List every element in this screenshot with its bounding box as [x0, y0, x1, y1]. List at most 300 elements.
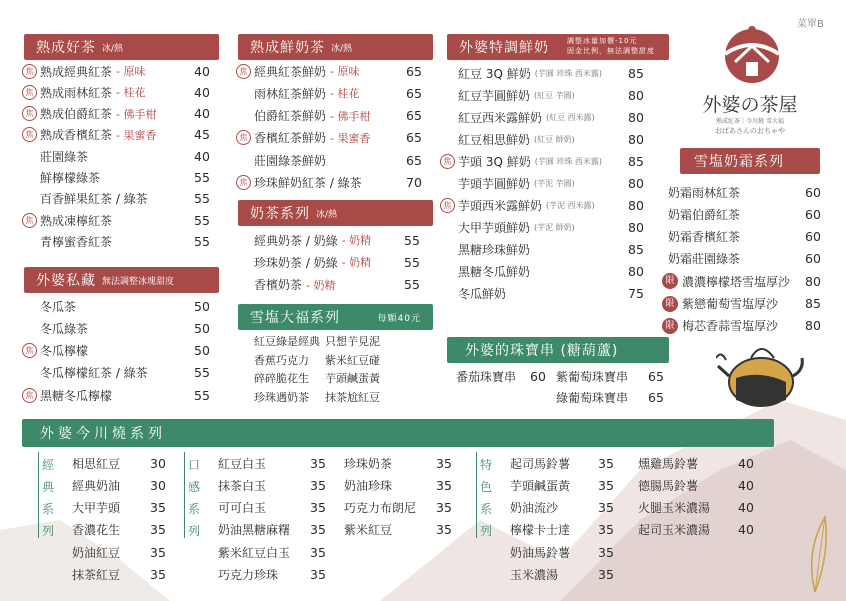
item-name: 紫葡萄珠寶串	[556, 369, 629, 384]
item-price: 80	[805, 318, 821, 334]
item-name: 奶霜莊園綠茶	[668, 252, 741, 267]
item-name: 熟成經典紅茶	[40, 64, 113, 79]
item-price: 55	[194, 212, 210, 228]
item-price: 85	[805, 296, 821, 311]
item-name: 百香鮮果紅茶 / 綠茶	[40, 192, 148, 207]
item-name: 熟成雨林紅茶	[40, 85, 113, 100]
hot-tag-icon: 焦	[22, 213, 37, 228]
hot-tag-icon: 焦	[22, 127, 37, 142]
section-note-sweet: 固金比例，無法調整甜度	[567, 47, 655, 55]
menu-item	[440, 151, 644, 171]
item-price: 65	[406, 63, 422, 79]
series-label: 系	[187, 502, 200, 516]
item-price: 55	[404, 254, 420, 270]
menu-item	[440, 85, 644, 105]
menu-item	[440, 283, 644, 303]
item-price: 65	[648, 368, 664, 384]
section-subtitle: 冰/熱	[331, 43, 353, 54]
menu-item	[510, 542, 614, 562]
menu-item	[236, 106, 422, 126]
menu-item	[662, 204, 821, 224]
menu-item	[254, 230, 420, 250]
menu-item	[22, 104, 210, 124]
menu-item	[440, 173, 644, 193]
item-price: 40	[738, 522, 754, 538]
item-price: 60	[805, 206, 821, 222]
menu-item	[344, 520, 452, 540]
menu-item	[556, 366, 664, 386]
series-label: 列	[479, 524, 492, 538]
item-price: 65	[648, 389, 664, 405]
menu-item	[236, 173, 422, 193]
item-price: 55	[194, 233, 210, 249]
menu-item	[510, 520, 614, 540]
item-note: (紅豆 鮮奶)	[534, 134, 575, 144]
section-title: 外婆今川燒系列	[40, 426, 166, 442]
item-name: 玉米濃湯	[510, 568, 559, 582]
item-price: 80	[628, 87, 644, 103]
item-name: 大甲芋頭	[72, 501, 121, 516]
item-price: 35	[598, 544, 614, 560]
menu-item	[510, 498, 614, 518]
section-subtitle: 冰/熱	[316, 209, 338, 220]
menu-item	[22, 296, 210, 316]
section-subtitle: 每顆40元	[377, 313, 421, 324]
item-name: 紫米紅豆	[344, 523, 393, 538]
item-note: (芋圓 珍珠 西米露)	[534, 68, 603, 78]
series-label: 經	[41, 458, 54, 472]
limited-tag-icon: 限	[662, 273, 678, 289]
menu-item	[236, 128, 422, 148]
daifuku-item: 珍珠遇奶茶	[254, 391, 309, 405]
limited-tag-icon: 限	[662, 318, 678, 334]
item-name: 奶霜雨林紅茶	[668, 185, 741, 200]
item-price: 35	[310, 544, 326, 560]
item-flavor: - 佛手柑	[116, 107, 157, 121]
item-price: 35	[436, 500, 452, 516]
item-name: 可可白玉	[218, 501, 267, 516]
item-name: 燻雞馬鈴薯	[638, 456, 699, 471]
section-title: 雪塩大福系列	[250, 310, 340, 326]
menu-item	[218, 565, 326, 585]
menu-item	[22, 385, 210, 405]
item-name: 起司馬鈴薯	[510, 456, 571, 471]
leaf-decoration-icon	[795, 512, 835, 592]
item-name: 芋頭西米露鮮奶	[458, 198, 543, 213]
series-label: 系	[479, 502, 492, 516]
item-price: 65	[406, 130, 422, 146]
menu-item	[218, 542, 326, 562]
menu-item	[440, 195, 644, 215]
item-price: 60	[805, 184, 821, 200]
hot-tag-icon: 焦	[236, 175, 251, 190]
item-price: 60	[530, 368, 546, 384]
item-price: 80	[628, 263, 644, 279]
section-header-special-fresh-milk	[447, 34, 669, 60]
section-header-grandma-private	[24, 267, 219, 293]
hot-tag-icon: 焦	[22, 388, 37, 403]
item-price: 55	[404, 232, 420, 248]
item-name: 德腸馬鈴薯	[638, 478, 699, 493]
daifuku-item: 碎碎脆花生	[254, 372, 309, 386]
hot-tag-icon: 焦	[22, 64, 37, 79]
section-title: 外婆特調鮮奶	[459, 40, 549, 56]
item-flavor: - 果蜜香	[330, 131, 371, 145]
item-price: 50	[194, 343, 210, 359]
teapot-icon	[716, 340, 806, 410]
menu-item	[22, 231, 210, 251]
item-name: 紅豆相思鮮奶	[458, 132, 531, 147]
item-note: (紅豆 芋圓)	[534, 90, 575, 100]
menu-item	[440, 217, 644, 237]
menu-item	[510, 565, 614, 585]
item-price: 40	[194, 106, 210, 122]
section-header-imagawa	[22, 419, 774, 447]
item-name: 珍珠奶茶	[344, 456, 393, 471]
item-name: 紫米紅豆白玉	[218, 545, 291, 560]
series-label: 感	[187, 480, 200, 494]
item-name: 珍珠奶茶 / 奶綠	[254, 255, 338, 270]
menu-item	[344, 475, 452, 495]
brand-name: 外婆の茶屋	[702, 94, 798, 116]
item-name: 黑糖冬瓜鮮奶	[458, 264, 531, 279]
item-flavor: - 果蜜香	[116, 128, 157, 142]
item-price: 35	[310, 500, 326, 516]
item-price: 80	[628, 175, 644, 191]
hot-tag-icon: 焦	[236, 130, 251, 145]
item-name: 鮮檸檬綠茶	[40, 171, 101, 185]
item-name: 冬瓜檸檬紅茶 / 綠茶	[40, 366, 148, 381]
menu-item	[662, 182, 821, 202]
item-price: 80	[628, 109, 644, 125]
section-subtitle: 冰/熱	[102, 43, 124, 54]
item-flavor: - 佛手柑	[330, 109, 371, 123]
menu-item	[218, 475, 326, 495]
brand-logo	[690, 24, 800, 134]
menu-item	[22, 363, 210, 383]
item-name: 濃濃檸檬塔雪塩厚沙	[682, 274, 791, 289]
item-price: 55	[404, 277, 420, 293]
item-name: 冬瓜茶	[40, 299, 77, 314]
item-name: 經典紅茶鮮奶	[254, 64, 327, 79]
menu-item	[22, 318, 210, 338]
item-price: 80	[628, 131, 644, 147]
item-name: 番茄珠寶串	[456, 369, 517, 384]
item-flavor: - 奶精	[341, 234, 372, 247]
item-price: 40	[194, 84, 210, 100]
item-price: 50	[194, 320, 210, 336]
item-price: 80	[628, 219, 644, 235]
item-price: 40	[194, 148, 210, 164]
item-name: 綠葡萄珠寶串	[556, 390, 629, 405]
menu-item	[510, 453, 614, 473]
item-name: 紅豆白玉	[218, 456, 267, 471]
item-price: 40	[738, 455, 754, 471]
series-divider	[476, 452, 477, 538]
item-flavor: - 奶精	[306, 278, 336, 292]
item-name: 紅豆芋圓鮮奶	[458, 88, 531, 103]
menu-item	[218, 453, 326, 473]
teahouse-logo-icon	[717, 24, 787, 84]
item-note: (芋泥 西米露)	[546, 200, 595, 210]
section-title: 熟成鮮奶茶	[250, 40, 325, 56]
item-price: 35	[310, 455, 326, 471]
menu-item	[218, 498, 326, 518]
item-name: 抹茶紅豆	[72, 568, 121, 582]
daifuku-item: 芋頭鹹蛋黃	[325, 372, 380, 386]
item-name: 莊園綠茶鮮奶	[254, 153, 327, 168]
item-flavor: - 桂花	[116, 86, 146, 100]
item-name: 莊園綠茶	[40, 149, 89, 164]
menu-item	[638, 498, 754, 518]
item-price: 60	[805, 229, 821, 245]
menu-item	[22, 125, 210, 145]
item-price: 35	[598, 477, 614, 493]
item-name: 芋頭鹹蛋黃	[510, 478, 571, 493]
menu-item	[662, 227, 821, 247]
item-price: 60	[805, 251, 821, 267]
series-label: 列	[187, 524, 200, 538]
section-header-snow-cream	[680, 148, 820, 174]
section-title: 熟成好茶	[36, 40, 96, 56]
item-name: 經典奶茶 / 奶綠	[254, 233, 338, 248]
item-price: 35	[436, 522, 452, 538]
section-note-ice: 調整冰量加價-10元	[567, 37, 638, 45]
daifuku-item: 紅豆綠是經典	[254, 335, 320, 348]
item-price: 30	[150, 477, 166, 493]
menu-item	[236, 150, 422, 170]
item-price: 35	[436, 455, 452, 471]
menu-item	[22, 82, 210, 102]
series-label: 特	[479, 458, 492, 472]
menu-item	[662, 316, 821, 336]
section-title: 雪塩奶霜系列	[694, 154, 784, 170]
item-price: 40	[194, 63, 210, 79]
menu-item	[456, 366, 546, 386]
menu-item	[72, 498, 166, 518]
section-header-snow-daifuku	[238, 304, 433, 330]
item-price: 85	[628, 153, 644, 169]
item-price: 35	[598, 455, 614, 471]
item-name: 梅芯香蒜雪塩厚沙	[682, 319, 779, 334]
item-note: (紅豆 西米露)	[546, 112, 595, 122]
item-name: 奶霜伯爵紅茶	[668, 207, 741, 222]
section-header-aged-tea	[24, 34, 219, 60]
brand-subtitle: 熟成紅茶｜今川燒 雪大福	[716, 118, 784, 125]
series-label: 典	[41, 480, 54, 494]
section-title: 奶茶系列	[250, 206, 310, 222]
item-name: 黑糖珍珠鮮奶	[458, 242, 531, 257]
item-note: (芋泥 鮮奶)	[534, 222, 575, 232]
menu-item	[440, 63, 644, 83]
item-name: 檸檬卡士達	[510, 523, 571, 538]
item-name: 青檸蜜香紅茶	[40, 234, 113, 249]
item-name: 冬瓜綠茶	[40, 321, 89, 336]
menu-item	[662, 249, 821, 269]
menu-item	[344, 498, 452, 518]
series-divider	[38, 452, 39, 538]
item-price: 35	[150, 522, 166, 538]
hot-tag-icon: 焦	[22, 106, 37, 121]
item-name: 熟成伯爵紅茶	[40, 107, 113, 122]
item-price: 35	[598, 567, 614, 582]
item-price: 30	[150, 455, 166, 471]
item-price: 85	[628, 65, 644, 81]
item-price: 40	[738, 477, 754, 493]
item-price: 55	[194, 387, 210, 403]
item-name: 奶油馬鈴薯	[510, 545, 571, 560]
menu-item	[72, 565, 166, 585]
hot-tag-icon: 焦	[236, 64, 251, 79]
menu-item	[440, 239, 644, 259]
section-subtitle: 無法調整冰塊甜度	[102, 276, 175, 287]
item-name: 香檳奶茶	[254, 278, 303, 293]
daifuku-item: 抹茶尬紅豆	[325, 391, 380, 405]
menu-item	[440, 107, 644, 127]
series-label: 列	[41, 524, 54, 538]
menu-item	[22, 146, 210, 166]
item-price: 35	[598, 500, 614, 516]
item-flavor: - 原味	[330, 65, 360, 78]
item-price: 35	[310, 522, 326, 538]
menu-item	[72, 520, 166, 540]
menu-code-label: 菜單B	[797, 19, 824, 30]
item-price: 65	[406, 152, 422, 168]
item-name: 雨林紅茶鮮奶	[254, 86, 327, 101]
limited-tag-icon: 限	[662, 296, 678, 312]
item-price: 50	[194, 298, 210, 314]
menu-item	[218, 520, 326, 540]
item-name: 相思紅豆	[72, 456, 121, 471]
item-price: 80	[805, 273, 821, 289]
hot-tag-icon: 焦	[440, 154, 455, 169]
section-header-fresh-milk-tea	[238, 34, 433, 60]
item-price: 80	[628, 197, 644, 213]
item-price: 40	[738, 500, 754, 516]
menu-item	[22, 210, 210, 230]
item-name: 抹茶白玉	[218, 478, 267, 493]
menu-item	[236, 61, 422, 81]
menu-item	[440, 129, 644, 149]
menu-item	[440, 261, 644, 281]
item-name: 大甲芋頭鮮奶	[458, 220, 531, 235]
item-name: 黑糖冬瓜檸檬	[40, 388, 113, 403]
item-name: 巧克力珍珠	[218, 568, 279, 582]
item-name: 紅豆西米露鮮奶	[458, 110, 543, 125]
item-name: 奶油黑糖麻糬	[218, 523, 291, 538]
menu-item	[254, 252, 420, 272]
item-price: 85	[628, 241, 644, 257]
item-price: 75	[628, 285, 644, 301]
item-flavor: - 原味	[116, 65, 146, 78]
section-header-milk-tea	[238, 200, 433, 226]
item-name: 香濃花生	[72, 523, 121, 538]
daifuku-item: 紫米紅豆碰	[325, 353, 380, 367]
item-name: 奶油珍珠	[344, 478, 393, 493]
item-name: 冬瓜鮮奶	[458, 286, 507, 301]
item-name: 伯爵紅茶鮮奶	[254, 109, 327, 124]
daifuku-item: 只想芋見泥	[325, 335, 380, 348]
menu-item	[638, 520, 754, 540]
item-price: 35	[436, 477, 452, 493]
item-price: 55	[194, 365, 210, 381]
section-header-jewel-skewer	[447, 337, 669, 363]
menu-item	[638, 453, 754, 473]
item-name: 巧克力布朗尼	[344, 501, 417, 516]
item-price: 35	[310, 567, 326, 582]
item-note: (芋圓 珍珠 西米露)	[534, 156, 603, 166]
menu-item	[254, 275, 420, 295]
series-divider	[184, 452, 185, 538]
menu-item	[72, 475, 166, 495]
item-name: 奶油流沙	[510, 501, 559, 516]
item-flavor: - 奶精	[341, 256, 372, 270]
menu-item	[556, 387, 664, 407]
item-name: 起司玉米濃湯	[638, 523, 711, 538]
menu-item	[72, 542, 166, 562]
menu-item	[344, 453, 452, 473]
section-title: 外婆私藏	[36, 273, 96, 289]
item-name: 熟成香檳紅茶	[40, 128, 113, 143]
item-price: 55	[194, 170, 210, 185]
menu-item	[510, 475, 614, 495]
item-price: 35	[150, 567, 166, 582]
item-price: 55	[194, 191, 210, 207]
hot-tag-icon: 焦	[440, 198, 455, 213]
item-name: 芋頭芋圓鮮奶	[458, 176, 531, 191]
menu-item	[236, 83, 422, 103]
menu-item	[662, 271, 821, 291]
menu-item	[22, 61, 210, 81]
item-name: 芋頭 3Q 鮮奶	[458, 154, 531, 169]
item-price: 45	[194, 127, 210, 143]
item-name: 紫戀葡萄雪塩厚沙	[682, 297, 779, 311]
menu-item	[22, 341, 210, 361]
menu-item	[22, 168, 210, 188]
menu-item	[662, 294, 821, 314]
item-note: (芋泥 芋圓)	[534, 178, 575, 188]
series-label: 色	[479, 480, 492, 494]
item-price: 35	[150, 544, 166, 560]
section-title: 外婆的珠寶串 (糖葫蘆)	[465, 343, 619, 359]
item-price: 65	[406, 108, 422, 124]
item-name: 奶油紅豆	[72, 545, 121, 560]
menu-item	[638, 475, 754, 495]
item-name: 珍珠鮮奶紅茶 / 綠茶	[254, 176, 362, 190]
menu-item	[72, 453, 166, 473]
brand-kana: おばあさんのおちゃや	[715, 127, 785, 135]
menu-item	[22, 189, 210, 209]
item-name: 香檳紅茶鮮奶	[254, 131, 327, 146]
hot-tag-icon: 焦	[22, 343, 37, 358]
series-label: 系	[41, 502, 54, 516]
item-name: 火腿玉米濃湯	[638, 501, 711, 516]
item-price: 35	[310, 477, 326, 493]
item-name: 冬瓜檸檬	[40, 344, 89, 359]
item-flavor: - 桂花	[330, 87, 360, 101]
item-name: 奶霜香檳紅茶	[668, 230, 741, 245]
item-price: 35	[150, 500, 166, 516]
item-name: 熟成凍檸紅茶	[40, 213, 113, 228]
daifuku-item: 香蕉巧克力	[254, 353, 309, 367]
item-name: 經典奶油	[72, 478, 121, 493]
hot-tag-icon: 焦	[22, 85, 37, 100]
item-price: 70	[406, 175, 422, 190]
item-name: 紅豆 3Q 鮮奶	[458, 66, 531, 81]
series-label: 口	[187, 458, 200, 472]
item-price: 35	[598, 522, 614, 538]
item-price: 65	[406, 85, 422, 101]
